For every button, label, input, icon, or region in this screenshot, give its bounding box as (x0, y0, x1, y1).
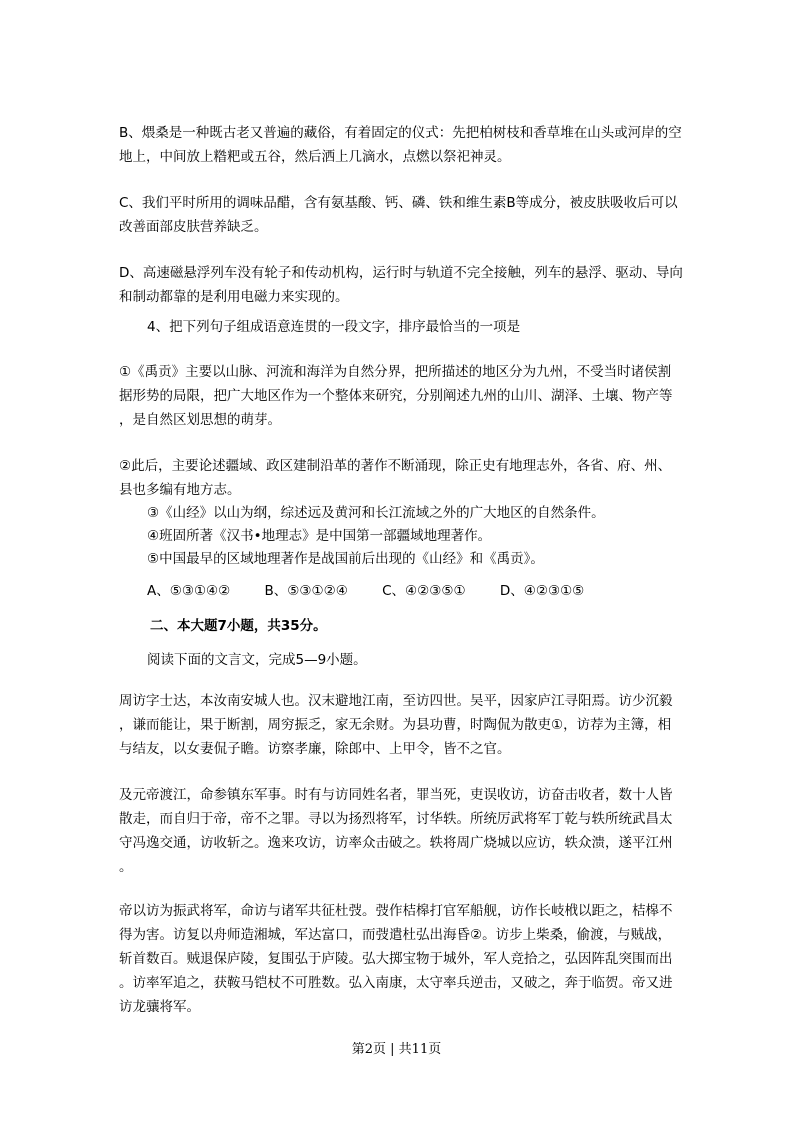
text-line: 散走，而自归于帝，帝不之罪。寻以为扬烈将军，讨华轶。所统厉武将军丁乾与轶所统武昌太 (119, 811, 673, 827)
instruction-text: 阅读下面的文言文，完成5—9小题。 (147, 652, 367, 668)
sentence-5 (147, 547, 707, 571)
sentence-3 (147, 501, 707, 525)
option-a: A、⑤③①④② (147, 583, 231, 599)
text-line: ，谦而能让，果于断割，周穷振乏，家无余财。为县功曹，时陶侃为散吏①，访荐为主簿，相 (119, 717, 672, 733)
text-line: ②此后，主要论述疆域、政区建制沿革的著作不断涌现，除正史有地理志外，各省、府、州、 (119, 458, 672, 474)
text-line: 周访字士达，本汝南安城人也。汉末避地江南，至访四世。吴平，因家庐江寻阳焉。访少沉毅 (119, 693, 673, 709)
option-d: D、④②③①⑤ (499, 583, 585, 599)
sentence-2 (119, 454, 679, 502)
reading-instruction (147, 648, 707, 672)
text-line: 与结友，以女妻侃子瞻。访察孝廉，除郎中、上甲令，皆不之官。 (119, 741, 511, 757)
text-line: 和制动都靠的是利用电磁力来实现的。 (119, 289, 349, 305)
option-c-paragraph (119, 191, 679, 239)
section-heading (150, 614, 710, 638)
classical-paragraph-3 (119, 899, 679, 1019)
section-title: 二、本大题7小题，共35分。 (150, 618, 327, 634)
text-line: 斩首数百。贼退保庐陵，复围弘于庐陵。弘大掷宝物于城外，军人竞拾之，弘因阵乱突围而出 (119, 951, 673, 967)
sentence-1 (119, 360, 679, 432)
text-line: 改善面部皮肤营养缺乏。 (119, 219, 268, 235)
question-4 (147, 315, 707, 339)
text-line: ①《禹贡》主要以山脉、河流和海洋为自然分界，把所描述的地区分为九州，不受当时诸侯割 (119, 364, 672, 380)
text-line: 帝以访为振武将军，命访与诸军共征杜弢。弢作桔槔打官军船舰，访作长岐栰以距之，桔槔不 (119, 903, 673, 919)
text-line: ③《山经》以山为纲，综述远及黄河和长江流域之外的广大地区的自然条件。 (147, 505, 605, 521)
text-line: 守冯逸交通，访收斩之。逸来攻访，访率众击破之。轶将周广烧城以应访，轶众溃，遂平江州 (119, 835, 673, 851)
text-line: C、我们平时所用的调味品醋，含有氨基酸、钙、磷、铁和维生素B等成分，被皮肤吸收后可以 (119, 195, 678, 211)
text-line: D、高速磁悬浮列车没有轮子和传动机构，运行时与轨道不完全接触，列车的悬浮、驱动、导向 (119, 265, 683, 281)
option-d-paragraph (119, 261, 683, 309)
text-line: 访龙骧将军。 (119, 999, 200, 1015)
classical-paragraph-1 (119, 689, 679, 761)
text-line: 县也多编有地方志。 (119, 482, 241, 498)
text-line: B、煨桑是一种既古老又普遍的藏俗，有着固定的仪式：先把柏树枝和香草堆在山头或河岸的空 (119, 125, 682, 141)
text-line: ④班固所著《汉书•地理志》是中国第一部疆域地理著作。 (147, 528, 492, 544)
text-line: 。 (119, 859, 133, 875)
text-line: 据形势的局限，把广大地区作为一个整体来研究，分别阐述九州的山川、湖泽、土壤、物产等 (119, 388, 673, 404)
text-line: ⑤中国最早的区域地理著作是战国前后出现的《山经》和《禹贡》。 (147, 551, 544, 567)
text-line: ，是自然区划思想的萌芽。 (119, 412, 281, 428)
question-4-options (147, 579, 614, 603)
option-b: B、⑤③①②④ (264, 583, 348, 599)
text-line: 及元帝渡江，命参镇东军事。时有与访同姓名者，罪当死，吏误收访，访奋击收者，数十人皆 (119, 787, 673, 803)
text-line: 得为害。访复以舟师造湘城，军达富口，而弢遣杜弘出海昏②。访步上柴桑，偷渡，与贼战， (119, 927, 672, 943)
text-line: 地上，中间放上糌粑或五谷，然后洒上几滴水，点燃以祭祀神灵。 (119, 149, 511, 165)
option-b-paragraph (119, 121, 682, 169)
sentence-4 (147, 524, 707, 548)
option-c: C、④②③⑤① (382, 583, 466, 599)
classical-paragraph-2 (119, 783, 679, 879)
question-text: 4、把下列句子组成语意连贯的一段文字，排序最恰当的一项是 (147, 319, 521, 335)
text-line: 。访率军追之，获鞍马铠杖不可胜数。弘入南康，太守率兵逆击，又破之，奔于临贺。帝又进 (119, 975, 673, 991)
page-number-footer: 第2页 | 共11页 (351, 1042, 442, 1057)
